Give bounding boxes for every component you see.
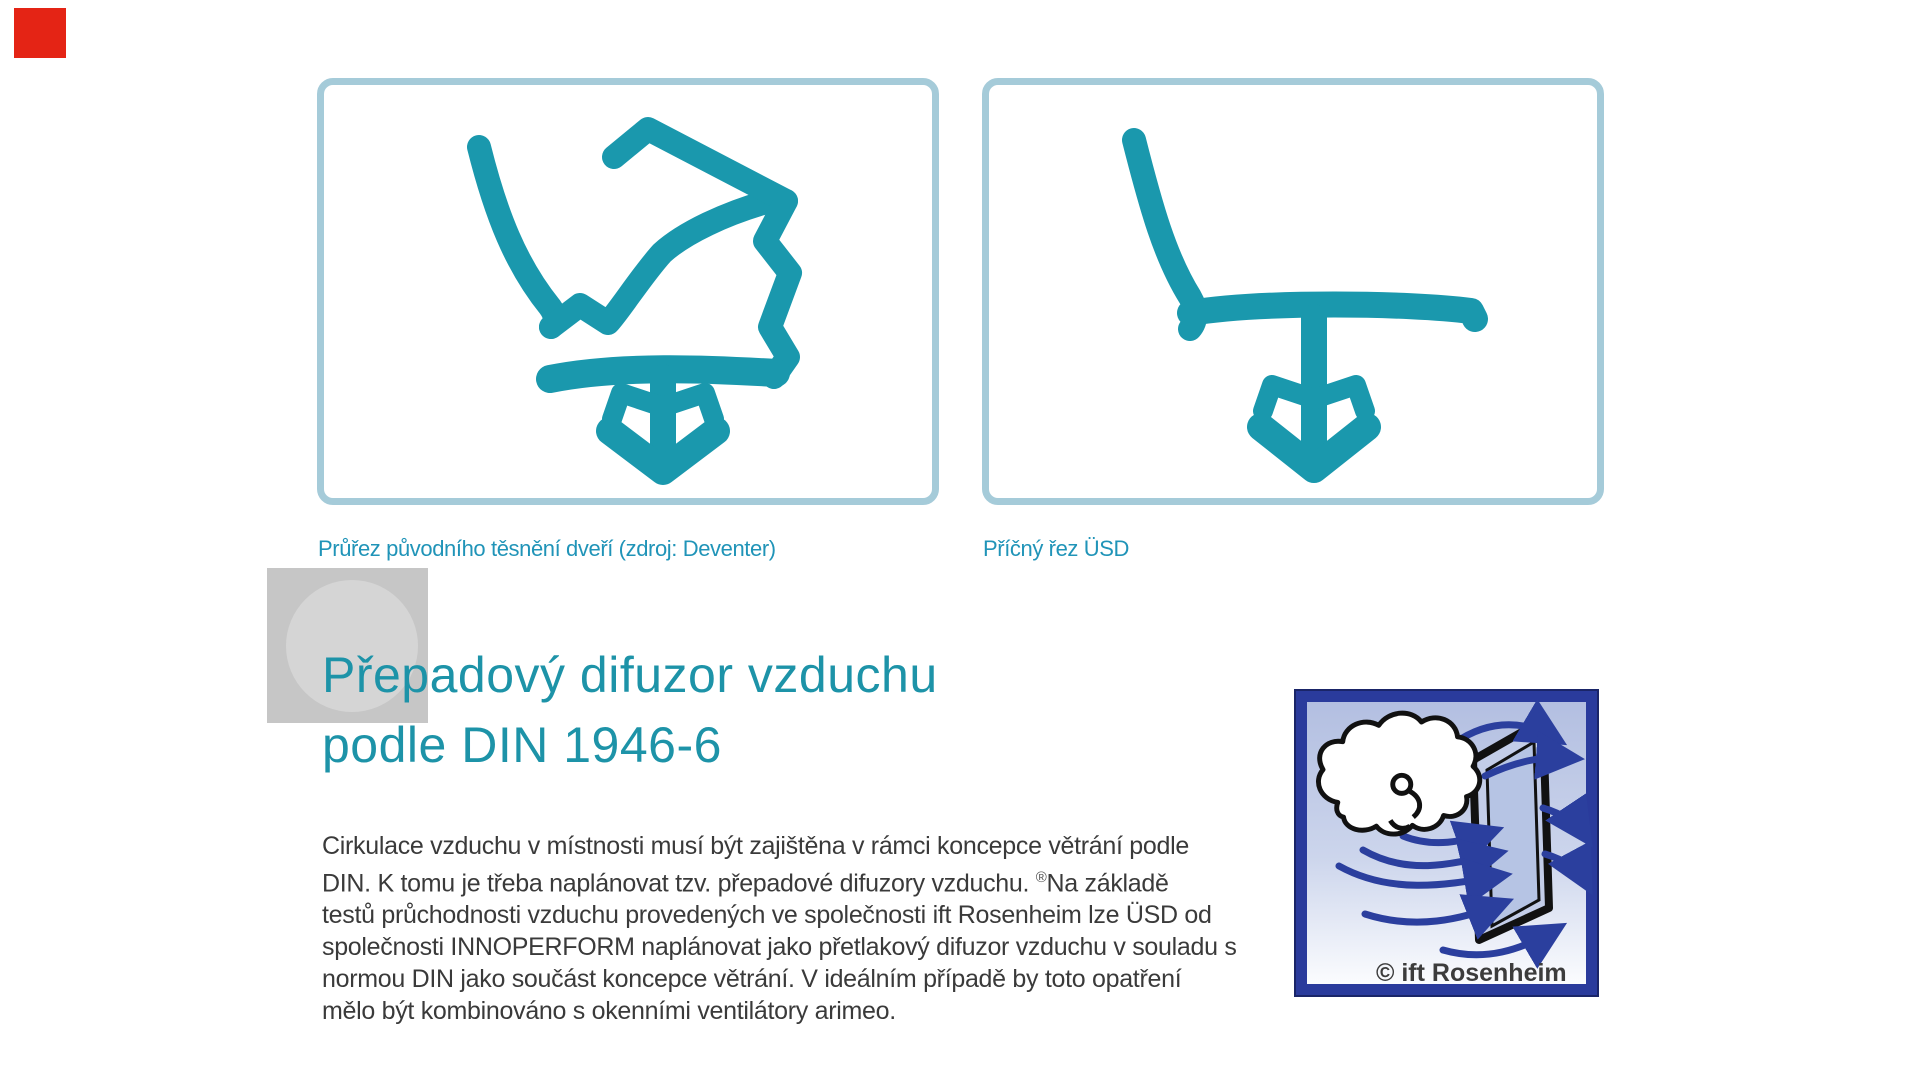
paragraph-line: mělo být kombinováno s okenními ventilátory arimeo. [322,997,896,1026]
figure-caption-usd-section: Příčný řez ÜSD [983,536,1129,561]
paragraph-line: DIN. K tomu je třeba naplánovat tzv. přepadové difuzory vzduchu. ®Na základě [322,869,1169,898]
paragraph-line: společnosti INNOPERFORM naplánovat jako přetlakový difuzor vzduchu v souladu s [322,933,1237,962]
paragraph-line: normou DIN jako součást koncepce větrání. V ideálním případě by toto opatření [322,965,1182,994]
ift-rosenheim-logo-graphic [1293,688,1600,998]
brand-marker-square [14,8,66,58]
seal-profile-original-drawing [324,85,932,498]
paragraph-line: Cirkulace vzduchu v místnosti musí být zajištěna v rámci koncepce větrání podle [322,832,1189,860]
figure-box-original-seal [317,78,939,505]
paragraph-line: testů průchodnosti vzduchu provedených ve společnosti ift Rosenheim lze ÜSD od [322,901,1212,930]
body-paragraph [322,830,1237,1027]
footnote-mark: ® [1035,869,1047,886]
page-title-line1: Přepadový difuzor vzduchu [322,647,938,703]
ift-rosenheim-logo-image [1293,688,1600,998]
logo-credit: © ift Rosenheim [1376,959,1567,987]
figure-caption-original-seal: Průřez původního těsnění dveří (zdroj: Deventer) [318,536,776,561]
page-title-line2: podle DIN 1946-6 [322,717,722,773]
figure-box-usd-section [982,78,1604,505]
page-title [322,640,938,780]
seal-profile-usd-drawing [989,85,1597,498]
